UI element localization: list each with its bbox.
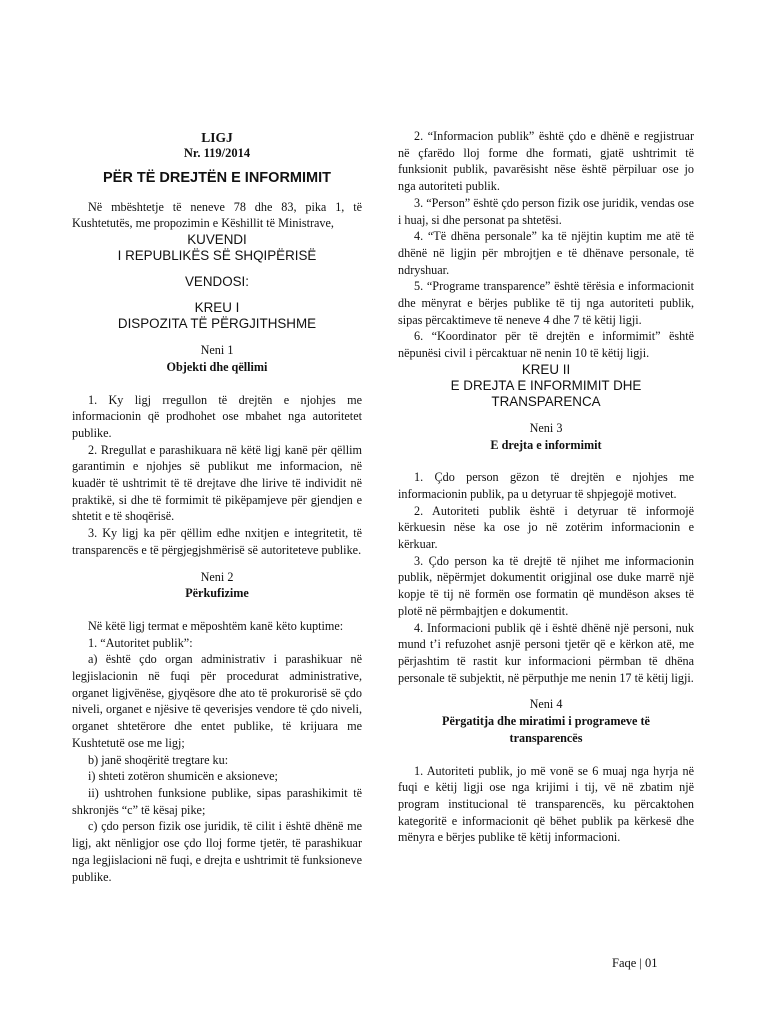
article-2-item-1b-i: i) shteti zotëron shumicën e aksioneve;	[88, 769, 278, 784]
chapter-1-title: DISPOZITA TË PËRGJITHSHME	[117, 316, 317, 332]
institution-line-2: I REPUBLIKËS SË SHQIPËRISË	[117, 248, 317, 264]
article-1-paragraph-3: 3. Ky ligj ka për qëllim edhe nxitjen e integritetit, të transparencës e të përgjegjshmërisë së autoriteteve publike.	[72, 526, 362, 557]
article-3-label: Neni 3	[529, 420, 563, 435]
article-1-title: Objekti dhe qëllimi	[166, 359, 268, 374]
article-3-paragraph-4: 4. Informacioni publik që i është dhënë një personi, nuk mund t’i refuzohet asnjë personi tjetër që e kërkon atë, me përjashtim të rastit kur informacioni përmban të dhëna personale të subjektit, në përputhje me nenin 17 të këtij ligji.	[398, 620, 694, 685]
article-2-item-6: 6. “Koordinator për të drejtën e informimit” është nëpunësi civil i përcaktuar në nenin 10 të këtij ligji.	[398, 329, 694, 361]
article-1-paragraph-1: 1. Ky ligj rregullon të drejtën e njohjes me informacionin që prodhohet ose mbahet nga autoritetet publike.	[72, 392, 362, 440]
article-1-paragraph-2: 2. Rregullat e parashikuara në këtë ligj kanë për qëllim garantimin e njohjes së publikut me informacion, në kuadër të ushtrimit të të drejtave dhe lirive të individit në praktikë, si dhe të formimit të pikëpamjeve për gjendjen e shtetit e të shoqërisë.	[72, 442, 362, 524]
article-2-item-1b-ii: ii) ushtrohen funksione publike, sipas parashikimit të shkronjës “c” të kësaj pike;	[72, 785, 362, 817]
article-2-label: Neni 2	[200, 569, 234, 584]
chapter-2-title-line-1: E DREJTA E INFORMIMIT DHE	[450, 377, 642, 393]
article-2-item-2: 2. “Informacion publik” është çdo e dhënë e regjistruar në çfarëdo lloj forme dhe formati, gjatë ushtrimit të funksionit publik, pavarësisht nëse është përpiluar ose jo nga autoriteti publik.	[398, 129, 694, 194]
article-2-item-4: 4. “Të dhëna personale” ka të njëjtin kuptim me atë të dhënë në ligjin për mbrojtjen e të dhënave personale, të ndryshuar.	[398, 229, 694, 277]
article-2-item-1c: c) çdo person fizik ose juridik, të cilit i është dhënë me ligj, akt nënligjor ose çdo lloj forme tjetër, të parashikuar nga legjislacioni në fuqi, e drejta e ushtrimit të funksioneve publike.	[72, 819, 362, 884]
article-3-paragraph-3: 3. Çdo person ka të drejtë të njihet me informacionin publik, nëpërmjet dokumentit origjinal ose duke marrë një kopje të tij në formën ose formatin që mundëson akses të plotë në përmbajtjen e dokumentit.	[398, 553, 694, 618]
article-4-label: Neni 4	[529, 697, 563, 712]
article-4-title-line-1: Përgatitja dhe miratimi i programeve të	[442, 714, 650, 729]
article-4-title-line-2: transparencës	[509, 730, 583, 745]
law-number: Nr. 119/2014	[183, 146, 251, 160]
article-2-item-5: 5. “Programe transparence” është tërësia e informacionit dhe mënyrat e bërjes publike të tij nga autoriteti publik, sipas përcaktimeve të neneve 4 dhe 7 të këtij ligji.	[398, 279, 694, 327]
document-title: PËR TË DREJTËN E INFORMIMIT	[103, 170, 331, 186]
article-2-item-1a: a) është çdo organ administrativ i parashikuar në legjislacionin në fuqi për procedurat administrative, organet ligjvënëse, gjyqësore dhe ato të prokurorisë së çdo niveli, organet e njësive të qeverisjes vendore të çdo niveli, organet shtetërore dhe entet publike, të krijuara me Kushtetutë ose me ligj;	[72, 652, 362, 750]
chapter-1-label: KREU I	[194, 300, 240, 316]
law-label: LIGJ	[201, 130, 233, 145]
decision-heading: VENDOSI:	[185, 274, 249, 290]
article-2-item-3: 3. “Person” është çdo person fizik ose juridik, vendas ose i huaj, si dhe personat pa shtetësi.	[398, 195, 694, 227]
page-number: Faqe | 01	[612, 956, 658, 970]
article-2-item-1: 1. “Autoritet publik”:	[88, 635, 193, 650]
article-2-item-1b: b) janë shoqëritë tregtare ku:	[88, 752, 229, 767]
left-column	[72, 126, 362, 885]
preamble-text: Në mbështetje të neneve 78 dhe 83, pika 1, të Kushtetutës, me propozimin e Këshillit të Ministrave,	[72, 199, 362, 231]
article-3-title: E drejta e informimit	[490, 437, 602, 452]
article-3-paragraph-2: 2. Autoriteti publik është i detyruar të informojë kërkuesin nëse ka ose jo në zotërim informacionin e kërkuar.	[398, 503, 694, 552]
article-1-label: Neni 1	[200, 343, 234, 358]
institution-line-1: KUVENDI	[187, 232, 247, 248]
article-2-intro: Në këtë ligj termat e mëposhtëm kanë këto kuptime:	[88, 618, 344, 633]
chapter-2-title-line-2: TRANSPARENCA	[491, 393, 601, 409]
right-column	[398, 128, 694, 846]
article-3-paragraph-1: 1. Çdo person gëzon të drejtën e njohjes me informacionin publik, pa u detyruar të shpjegojë motivet.	[398, 470, 694, 501]
article-4-paragraph-1: 1. Autoriteti publik, jo më vonë se 6 muaj nga hyrja në fuqi e këtij ligji ose nga krijimi i tij, vë në zbatim një program institucional të transparencës, ku përcaktohen kategoritë e informacionit që bëhet publik pa kërkesë dhe mënyra e bërjes publike të këtij informacioni.	[398, 763, 694, 845]
article-2-title: Përkufizime	[185, 586, 249, 601]
chapter-2-label: KREU II	[521, 361, 571, 377]
